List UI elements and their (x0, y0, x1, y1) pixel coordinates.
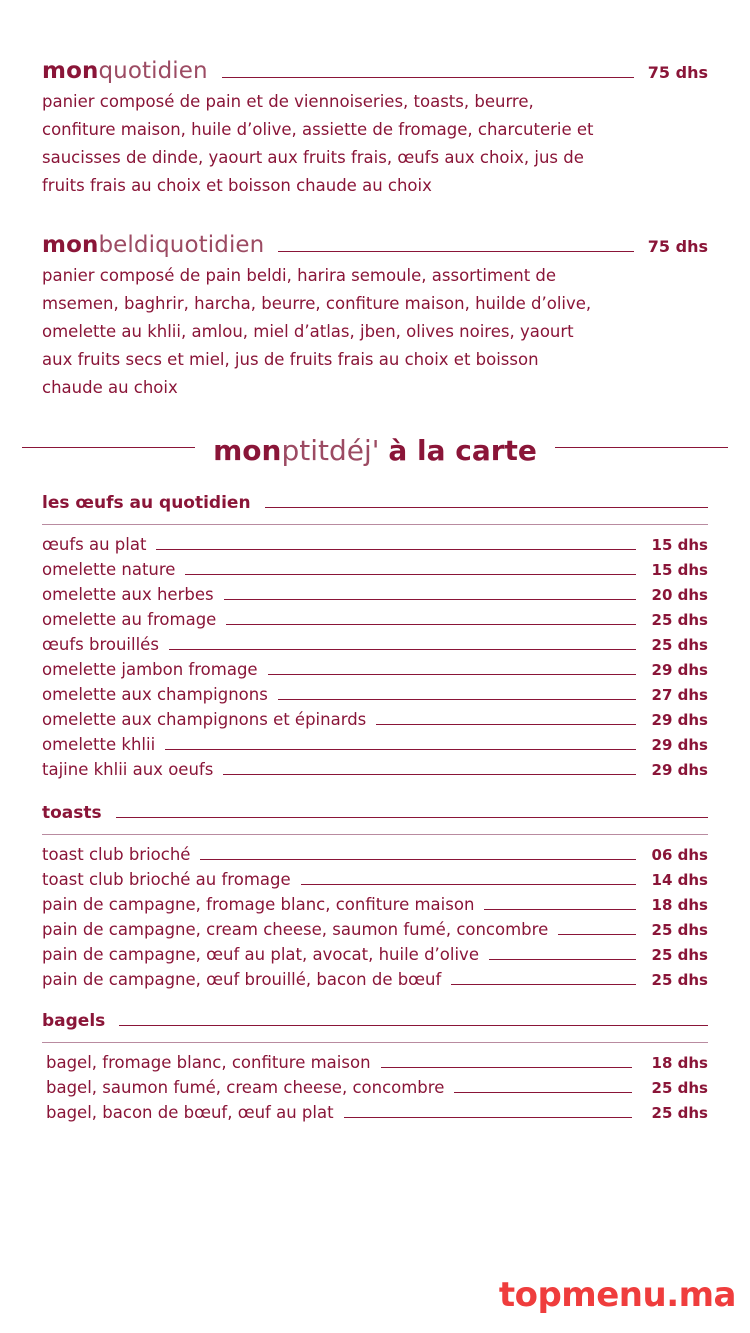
section-divider (42, 1042, 708, 1043)
formulas-section (0, 0, 750, 402)
formula-header (42, 232, 708, 259)
formula-description: panier composé de pain beldi, harira semoule, assortiment de msemen, baghrir, harcha, beurre, confiture maison, huilde d’olive, omelette au khlii, amlou, miel d’atlas, jben, olives noires, yaourt aux fruits secs et miel, jus de fruits frais au choix et boisson chaude au choix (42, 266, 592, 398)
banner-title-light: ptitdéj' (281, 434, 380, 468)
leader-line (381, 1067, 632, 1068)
section-divider (42, 524, 708, 525)
menu-item (42, 558, 708, 583)
leader-line (185, 574, 636, 575)
menu-item (42, 608, 708, 633)
menu-item (42, 1076, 708, 1101)
menu-item-price: 15 dhs (651, 561, 708, 580)
leader-line (451, 984, 636, 985)
menu-item-name: pain de campagne, œuf brouillé, bacon de bœuf (42, 970, 442, 990)
banner-title-suffix: à la carte (388, 434, 537, 468)
menu-item-name: omelette aux champignons (42, 685, 268, 705)
menu-section-toasts (0, 803, 750, 993)
menu-item (42, 968, 708, 993)
menu-item-name: tajine khlii aux oeufs (42, 760, 214, 780)
leader-line (224, 599, 636, 600)
menu-item-name: pain de campagne, œuf au plat, avocat, huile d’olive (42, 945, 479, 965)
menu-item-price: 18 dhs (651, 896, 708, 915)
section-rule (116, 817, 708, 818)
menu-item (42, 533, 708, 558)
menu-item-price: 20 dhs (651, 586, 708, 605)
formula-description: panier composé de pain et de viennoiseries, toasts, beurre, confiture maison, huile d’olive, assiette de fromage, charcuterie et saucisses de dinde, yaourt aux fruits frais, œufs aux choix, jus de fruits frais au choix et boisson chaude au choix (42, 92, 594, 196)
menu-item (42, 1101, 708, 1126)
menu-item-price: 25 dhs (651, 611, 708, 630)
menu-item-price: 29 dhs (651, 761, 708, 780)
menu-item-price: 25 dhs (651, 1104, 708, 1123)
formula-price: 75 dhs (647, 63, 708, 82)
menu-item-name: toast club brioché au fromage (42, 870, 291, 890)
leader-line (558, 934, 636, 935)
menu-item-price: 14 dhs (651, 871, 708, 890)
menu-item-name: omelette jambon fromage (42, 660, 258, 680)
menu-item-name: omelette nature (42, 560, 176, 580)
leader-line (489, 959, 636, 960)
section-header (42, 493, 708, 514)
leader-line (484, 909, 636, 910)
formula-header (42, 58, 708, 85)
menu-item-name: pain de campagne, cream cheese, saumon fumé, concombre (42, 920, 549, 940)
menu-item-price: 29 dhs (651, 711, 708, 730)
menu-item-name: œufs au plat (42, 535, 147, 555)
menu-item (42, 943, 708, 968)
menu-section-eggs (0, 493, 750, 783)
leader-line (226, 624, 636, 625)
menu-item-name: œufs brouillés (42, 635, 159, 655)
section-title: toasts (42, 803, 102, 824)
watermark: topmenu.ma (498, 1275, 736, 1315)
section-title: bagels (42, 1011, 106, 1032)
leader-line (223, 774, 636, 775)
menu-item (42, 1051, 708, 1076)
leader-line (200, 859, 636, 860)
menu-item (42, 708, 708, 733)
menu-item-price: 25 dhs (651, 636, 708, 655)
menu-item-name: toast club brioché (42, 845, 191, 865)
leader-line (169, 649, 636, 650)
leader-line (376, 724, 636, 725)
section-banner (22, 434, 728, 467)
formula-item (42, 232, 708, 402)
menu-item (42, 893, 708, 918)
menu-item-name: pain de campagne, fromage blanc, confiture maison (42, 895, 475, 915)
leader-line (165, 749, 636, 750)
section-header (42, 1011, 708, 1032)
section-rule (119, 1025, 708, 1026)
menu-item-price: 06 dhs (651, 846, 708, 865)
banner-rule-right (555, 447, 728, 448)
menu-item-price: 27 dhs (651, 686, 708, 705)
leader-line (268, 674, 636, 675)
menu-item-name: bagel, bacon de bœuf, œuf au plat (46, 1103, 334, 1123)
leader-line (222, 77, 634, 78)
menu-item-price: 29 dhs (651, 661, 708, 680)
formula-title (42, 232, 264, 258)
section-rule (265, 507, 708, 508)
menu-item (42, 633, 708, 658)
leader-line (301, 884, 636, 885)
menu-item-price: 29 dhs (651, 736, 708, 755)
formula-price: 75 dhs (647, 237, 708, 257)
menu-item-price: 15 dhs (651, 536, 708, 555)
menu-item-name: bagel, saumon fumé, cream cheese, concombre (46, 1078, 445, 1098)
formula-item (42, 58, 708, 200)
banner-title-bold: mon (213, 434, 282, 468)
formula-title-light: quotidien (98, 58, 208, 84)
leader-line (278, 699, 636, 700)
leader-line (156, 549, 636, 550)
menu-item (42, 918, 708, 943)
menu-item-name: omelette aux herbes (42, 585, 214, 605)
menu-item-price: 25 dhs (651, 946, 708, 965)
section-title: les œufs au quotidien (42, 493, 251, 514)
leader-line (278, 251, 633, 252)
menu-item-name: omelette khlii (42, 735, 156, 755)
section-divider (42, 834, 708, 835)
menu-section-bagels (0, 1011, 750, 1126)
menu-item (42, 658, 708, 683)
leader-line (344, 1117, 632, 1118)
menu-item (42, 733, 708, 758)
menu-item (42, 683, 708, 708)
menu-item-price: 18 dhs (651, 1054, 708, 1073)
menu-item (42, 583, 708, 608)
menu-item-price: 25 dhs (651, 971, 708, 990)
menu-item (42, 758, 708, 783)
menu-item (42, 868, 708, 893)
menu-item-name: bagel, fromage blanc, confiture maison (46, 1053, 371, 1073)
banner-rule-left (22, 447, 195, 448)
formula-title (42, 58, 208, 84)
menu-item-price: 25 dhs (651, 1079, 708, 1098)
formula-title-bold: mon (42, 232, 99, 259)
formula-title-light: beldiquotidien (98, 232, 265, 259)
menu-item-name: omelette aux champignons et épinards (42, 710, 367, 730)
formula-title-bold: mon (42, 58, 99, 84)
section-header (42, 803, 708, 824)
banner-title (213, 434, 537, 467)
menu-item-price: 25 dhs (651, 921, 708, 940)
leader-line (454, 1092, 632, 1093)
menu-item (42, 843, 708, 868)
menu-item-name: omelette au fromage (42, 610, 217, 630)
